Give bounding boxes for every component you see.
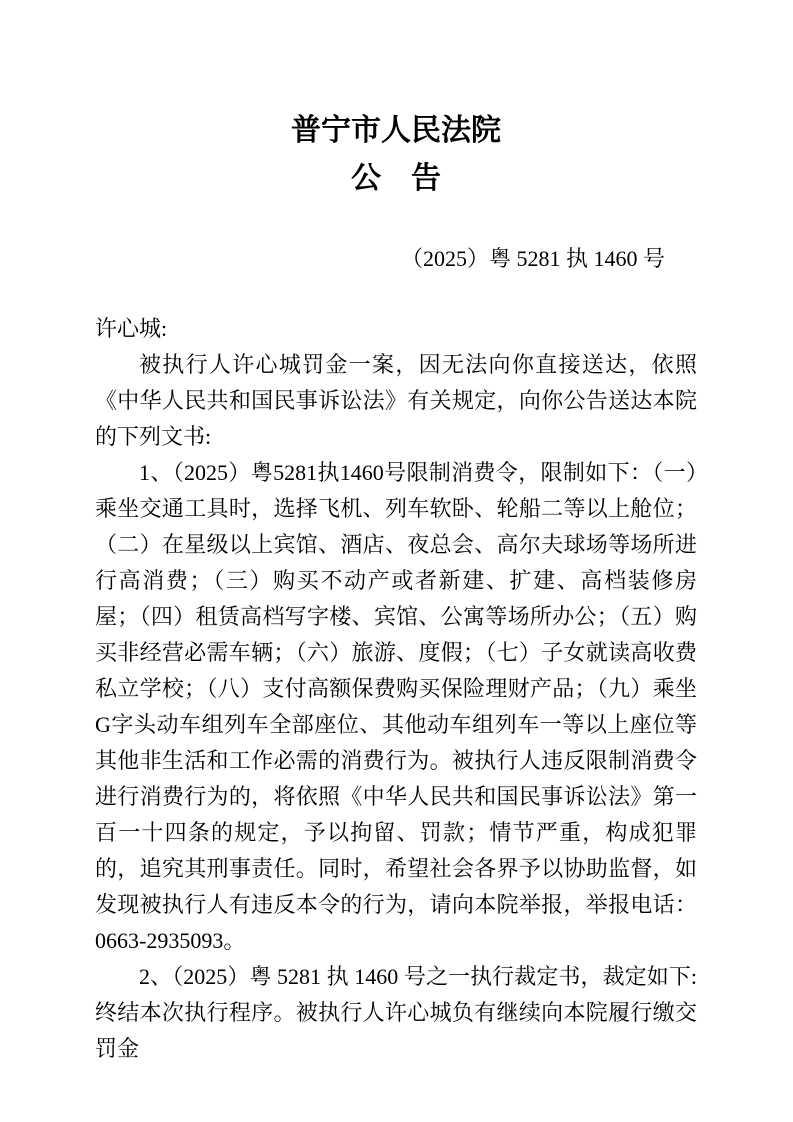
addressee-line: 许心城: (95, 316, 168, 341)
document-body (95, 311, 697, 1067)
consumption-restriction-paragraph: 1、（2025）粤5281执1460号限制消费令，限制如下：（一）乘坐交通工具时，选择飞机、列车软卧、轮船二等以上舱位；（二）在星级以上宾馆、酒店、夜总会、高尔夫球场等场所进行高消费；（三）购买不动产或者新建、扩建、高档装修房屋；（四）租赁高档写字楼、宾馆、公寓等场所办公；（五）购买非经营必需车辆；（六）旅游、度假；（七）子女就读高收费私立学校；（八）支付高额保费购买保险理财产品；（九）乘坐G字头动车组列车全部座位、其他动车组列车一等以上座位等其他非生活和工作必需的消费行为。被执行人违反限制消费令进行消费行为的，将依照《中华人民共和国民事诉讼法》第一百一十四条的规定，予以拘留、罚款；情节严重，构成犯罪的，追究其刑事责任。同时，希望社会各界予以协助监督，如发现被执行人有违反本令的行为，请向本院举报，举报电话：0663-2935093。 (95, 460, 697, 953)
announcement-title: 公 告 (351, 162, 441, 195)
intro-paragraph: 被执行人许心城罚金一案，因无法向你直接送达，依照《中华人民共和国民事诉讼法》有关规定，向你公告送达本院的下列文书: (95, 352, 697, 449)
court-name-title: 普宁市人民法院 (291, 114, 501, 147)
case-number: （2025）粤 5281 执 1460 号 (400, 246, 665, 271)
execution-ruling-paragraph: 2、（2025）粤 5281 执 1460 号之一执行裁定书，裁定如下: 终结本次执行程序。被执行人许心城负有继续向本院履行缴交罚金 (95, 964, 697, 1061)
